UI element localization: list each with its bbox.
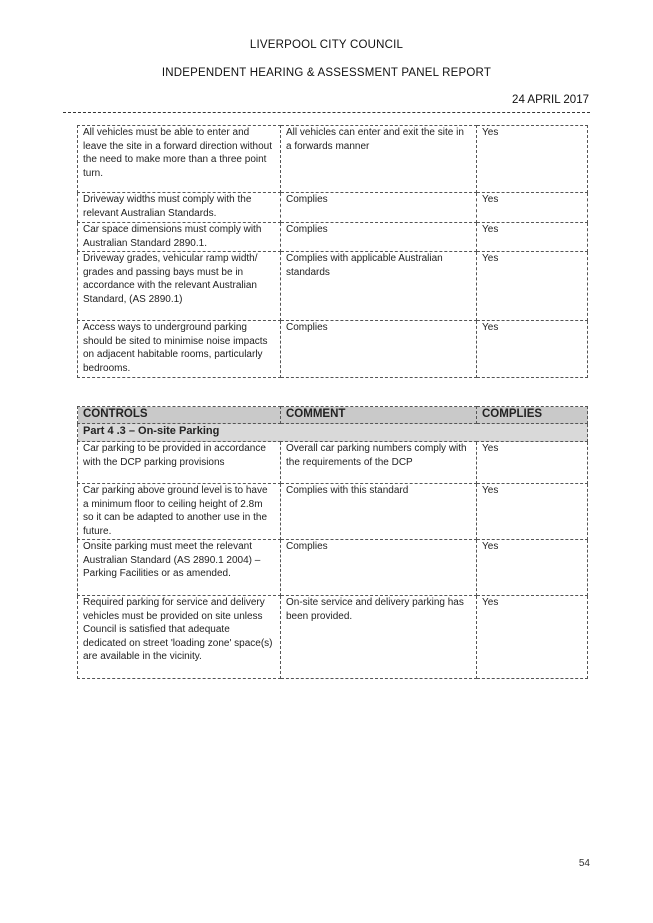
table-header-row <box>78 407 588 424</box>
table-row <box>78 321 588 378</box>
control-cell: Access ways to underground parking should be sited to minimise noise impacts on adjacent habitable rooms, particularly bedrooms. <box>78 321 281 378</box>
complies-cell: Yes <box>477 223 588 252</box>
report-title: INDEPENDENT HEARING & ASSESSMENT PANEL REPORT <box>161 67 492 79</box>
complies-cell: Yes <box>477 126 588 193</box>
comment-cell: Complies <box>281 223 477 252</box>
controls-header: CONTROLS <box>78 407 281 424</box>
compliance-table-parking <box>77 406 588 679</box>
comment-cell: Complies with this standard <box>281 484 477 540</box>
comment-cell: Complies with applicable Australian standards <box>281 252 477 321</box>
complies-cell: Yes <box>477 484 588 540</box>
report-date: 24 APRIL 2017 <box>512 94 589 106</box>
complies-header: COMPLIES <box>477 407 588 424</box>
complies-cell: Yes <box>477 193 588 223</box>
comment-header: COMMENT <box>281 407 477 424</box>
section-title: Part 4 .3 – On-site Parking <box>78 424 588 442</box>
comment-cell: Complies <box>281 540 477 596</box>
table-row <box>78 442 588 484</box>
comment-cell: On-site service and delivery parking has been provided. <box>281 596 477 679</box>
complies-cell: Yes <box>477 321 588 378</box>
comment-cell: Complies <box>281 321 477 378</box>
page-number: 54 <box>578 858 590 869</box>
control-cell: Driveway grades, vehicular ramp width/ grades and passing bays must be in accordance with the relevant Australian Standard, (AS 2890.1) <box>78 252 281 321</box>
table-row <box>78 540 588 596</box>
complies-cell: Yes <box>477 442 588 484</box>
control-cell: Required parking for service and delivery vehicles must be provided on site unless Council is satisfied that adequate dedicated on street 'loading zone' space(s) are available in the vicinity. <box>78 596 281 679</box>
control-cell: Driveway widths must comply with the relevant Australian Standards. <box>78 193 281 223</box>
council-title: LIVERPOOL CITY COUNCIL <box>249 39 404 51</box>
comment-cell: All vehicles can enter and exit the site in a forwards manner <box>281 126 477 193</box>
table-row <box>78 484 588 540</box>
compliance-table-access <box>77 125 588 378</box>
control-cell: All vehicles must be able to enter and leave the site in a forward direction without the need to make more than a three point turn. <box>78 126 281 193</box>
header-divider <box>63 112 590 113</box>
control-cell: Onsite parking must meet the relevant Australian Standard (AS 2890.1 2004) – Parking Facilities or as amended. <box>78 540 281 596</box>
table-row <box>78 193 588 223</box>
table-row <box>78 223 588 252</box>
complies-cell: Yes <box>477 252 588 321</box>
table-row <box>78 596 588 679</box>
comment-cell: Complies <box>281 193 477 223</box>
control-cell: Car parking above ground level is to have a minimum floor to ceiling height of 2.8m so it can be adapted to another use in the future. <box>78 484 281 540</box>
control-cell: Car parking to be provided in accordance with the DCP parking provisions <box>78 442 281 484</box>
section-row <box>78 424 588 442</box>
control-cell: Car space dimensions must comply with Australian Standard 2890.1. <box>78 223 281 252</box>
complies-cell: Yes <box>477 596 588 679</box>
comment-cell: Overall car parking numbers comply with the requirements of the DCP <box>281 442 477 484</box>
complies-cell: Yes <box>477 540 588 596</box>
table-row <box>78 252 588 321</box>
table-row <box>78 126 588 193</box>
